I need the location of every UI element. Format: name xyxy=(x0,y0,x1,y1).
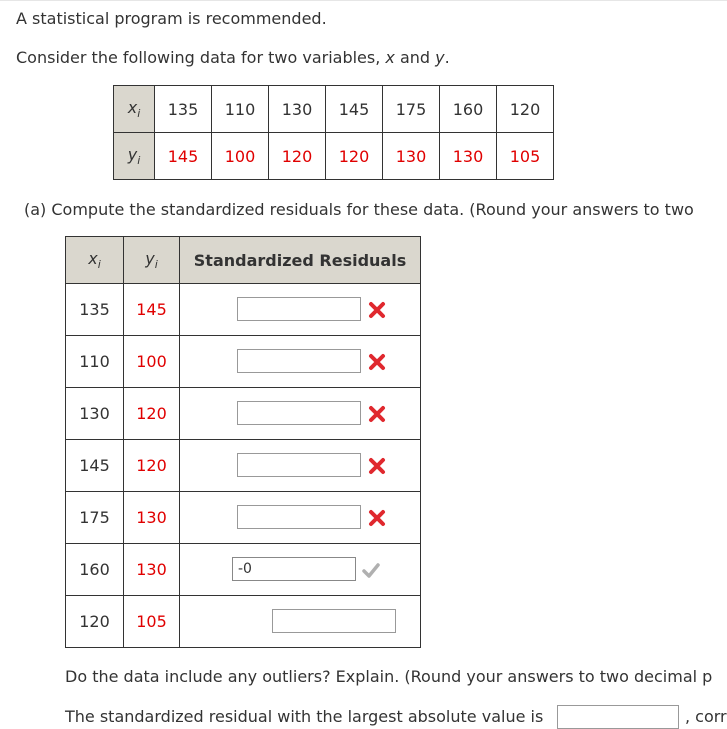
yi-cell: 105 xyxy=(124,596,180,648)
residual-cell xyxy=(180,492,421,544)
y-value: 120 xyxy=(269,133,326,180)
residual-cell xyxy=(180,440,421,492)
x-value: 145 xyxy=(326,86,383,133)
table-row xyxy=(66,388,421,440)
x-header: $x_i$ xyxy=(114,86,155,133)
xi-cell: 120 xyxy=(66,596,124,648)
xi-cell: 160 xyxy=(66,544,124,596)
incorrect-x-icon xyxy=(368,353,386,371)
residual-input[interactable] xyxy=(237,401,361,425)
residual-input[interactable] xyxy=(272,609,396,633)
yi-cell: 120 xyxy=(124,388,180,440)
table-row xyxy=(66,544,421,596)
residual-cell xyxy=(180,284,421,336)
x-value: 110 xyxy=(212,86,269,133)
yi-cell: 100 xyxy=(124,336,180,388)
yi-cell: 120 xyxy=(124,440,180,492)
yi-cell: 145 xyxy=(124,284,180,336)
outliers-question: Do the data include any outliers? Explain. (Round your answers to two decimal p xyxy=(65,667,713,686)
y-value: 130 xyxy=(383,133,440,180)
x-value: 130 xyxy=(269,86,326,133)
residuals-header-row xyxy=(66,237,421,284)
data-row-y xyxy=(114,133,554,180)
xi-header: $x_i$ xyxy=(66,237,124,284)
table-row xyxy=(66,336,421,388)
table-row xyxy=(66,596,421,648)
x-value: 120 xyxy=(497,86,554,133)
residual-cell xyxy=(180,596,421,648)
incorrect-x-icon xyxy=(368,509,386,527)
residual-input[interactable] xyxy=(237,297,361,321)
y-value: 105 xyxy=(497,133,554,180)
residuals-table xyxy=(65,236,421,648)
intro-text: A statistical program is recommended. xyxy=(16,9,327,28)
residual-input[interactable] xyxy=(237,453,361,477)
table-row xyxy=(66,492,421,544)
xi-cell: 135 xyxy=(66,284,124,336)
x-value: 160 xyxy=(440,86,497,133)
standardized-residuals-header: Standardized Residuals xyxy=(180,237,421,284)
consider-text: Consider the following data for two variables, x and y. xyxy=(16,48,450,67)
data-row-x xyxy=(114,86,554,133)
residual-cell xyxy=(180,544,421,596)
y-header: $y_i$ xyxy=(114,133,155,180)
x-value: 135 xyxy=(155,86,212,133)
xi-cell: 110 xyxy=(66,336,124,388)
trailing-text: , corr xyxy=(685,707,727,726)
y-value: 100 xyxy=(212,133,269,180)
residual-cell xyxy=(180,388,421,440)
data-table xyxy=(113,85,554,180)
xi-cell: 175 xyxy=(66,492,124,544)
y-value: 130 xyxy=(440,133,497,180)
table-row xyxy=(66,284,421,336)
yi-header: $y_i$ xyxy=(124,237,180,284)
residual-cell xyxy=(180,336,421,388)
y-value: 145 xyxy=(155,133,212,180)
part-a-question: (a) Compute the standardized residuals for these data. (Round your answers to two xyxy=(24,200,694,219)
largest-residual-input[interactable] xyxy=(557,705,679,729)
xi-cell: 145 xyxy=(66,440,124,492)
incorrect-x-icon xyxy=(368,457,386,475)
table-row xyxy=(66,440,421,492)
residual-input[interactable]: -0 xyxy=(232,557,356,581)
yi-cell: 130 xyxy=(124,544,180,596)
residual-input[interactable] xyxy=(237,505,361,529)
incorrect-x-icon xyxy=(368,301,386,319)
y-value: 120 xyxy=(326,133,383,180)
incorrect-x-icon xyxy=(368,405,386,423)
x-value: 175 xyxy=(383,86,440,133)
largest-residual-text: The standardized residual with the largest absolute value is xyxy=(65,707,544,726)
top-divider xyxy=(0,0,727,1)
correct-check-icon xyxy=(362,561,380,579)
yi-cell: 130 xyxy=(124,492,180,544)
xi-cell: 130 xyxy=(66,388,124,440)
residual-input[interactable] xyxy=(237,349,361,373)
